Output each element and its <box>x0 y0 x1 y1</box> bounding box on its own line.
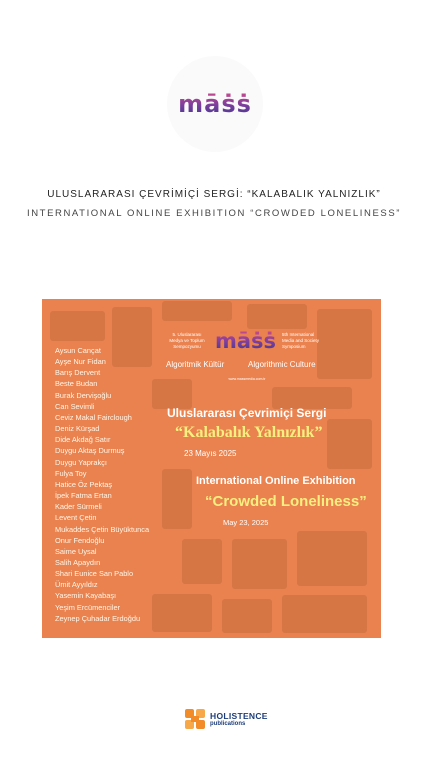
artist-name: İpek Fatma Ertan <box>55 491 112 501</box>
artist-name: Kader Sürmeli <box>55 502 102 512</box>
artist-name: Levent Çetin <box>55 513 97 523</box>
exhibition-title-tr: “Kalabalık Yalnızlık” <box>175 424 323 441</box>
artist-name: Beste Budan <box>55 379 98 389</box>
holistence-logo[interactable] <box>184 708 288 730</box>
exhibition-heading-en: International Online Exhibition <box>196 475 356 487</box>
holistence-h-icon <box>184 708 206 730</box>
page-title-tr: ULUSLARARASI ÇEVRİMİÇİ SERGİ: “KALABALIK YALNIZLIK” <box>47 189 381 200</box>
theme-tr: Algoritmik Kültür <box>166 360 225 369</box>
artist-name: Ümit Ayyıldız <box>55 580 98 590</box>
holistence-sub: publications <box>210 721 246 727</box>
artist-name: Hatice Öz Pektaş <box>55 479 113 489</box>
artist-name: Salih Apaydın <box>55 557 101 567</box>
artist-name: Yeşim Ercümenciler <box>55 602 121 612</box>
artist-name: Shari Eunice San Pablo <box>55 569 134 579</box>
artist-list <box>55 345 175 624</box>
exhibition-title-en: “Crowded Loneliness” <box>205 493 367 510</box>
artist-name: Burak Dervişoğlu <box>55 390 112 400</box>
artist-name: Deniz Kürşad <box>55 424 100 434</box>
page-title-en: INTERNATIONAL ONLINE EXHIBITION “CROWDED LONELINESS” <box>26 208 402 219</box>
artist-name: Barış Dervent <box>55 368 101 378</box>
mass-logo: māṡṡ <box>178 90 252 118</box>
artist-name: Onur Fendoğlu <box>55 535 105 545</box>
artist-name: Duygu Aktaş Durmuş <box>55 446 125 456</box>
exhibition-heading-tr: Uluslararası Çevrimiçi Sergi <box>167 406 327 420</box>
poster-mass-logo: māṡṡ <box>215 329 277 353</box>
symposium-text-en: 5th International Media and Society Symposium <box>282 332 320 349</box>
theme-en: Algorithmic Culture <box>248 360 316 369</box>
artist-name: Ceviz Makal Fairclough <box>55 412 132 422</box>
artist-name: Mukaddes Çetin Büyüktunca <box>55 524 150 534</box>
exhibition-date-tr: 23 Mayıs 2025 <box>184 449 237 458</box>
website-text: www.massmedia.com.tr <box>228 377 266 381</box>
symposium-text-tr: 5. Uluslararası Medya ve Toplum Sempozyumu <box>169 332 205 349</box>
artist-name: Aysun Cançat <box>55 346 101 355</box>
artist-name: Zeynep Çuhadar Erdoğdu <box>55 613 141 623</box>
exhibition-date-en: May 23, 2025 <box>223 518 269 527</box>
artist-name: Duygu Yaprakçı <box>55 457 107 467</box>
artist-name: Can Sevimli <box>55 401 95 411</box>
artist-name: Fulya Toy <box>55 468 87 478</box>
artist-name: Yasemin Kayabaşı <box>55 591 117 601</box>
artist-name: Saime Uysal <box>55 546 97 556</box>
holistence-brand: HOLISTENCE <box>210 711 268 721</box>
artist-name: Ayşe Nur Fidan <box>55 357 106 367</box>
exhibition-poster <box>42 299 381 638</box>
mass-logo-badge <box>167 56 263 152</box>
artist-name: Dide Akdağ Satır <box>55 435 111 445</box>
